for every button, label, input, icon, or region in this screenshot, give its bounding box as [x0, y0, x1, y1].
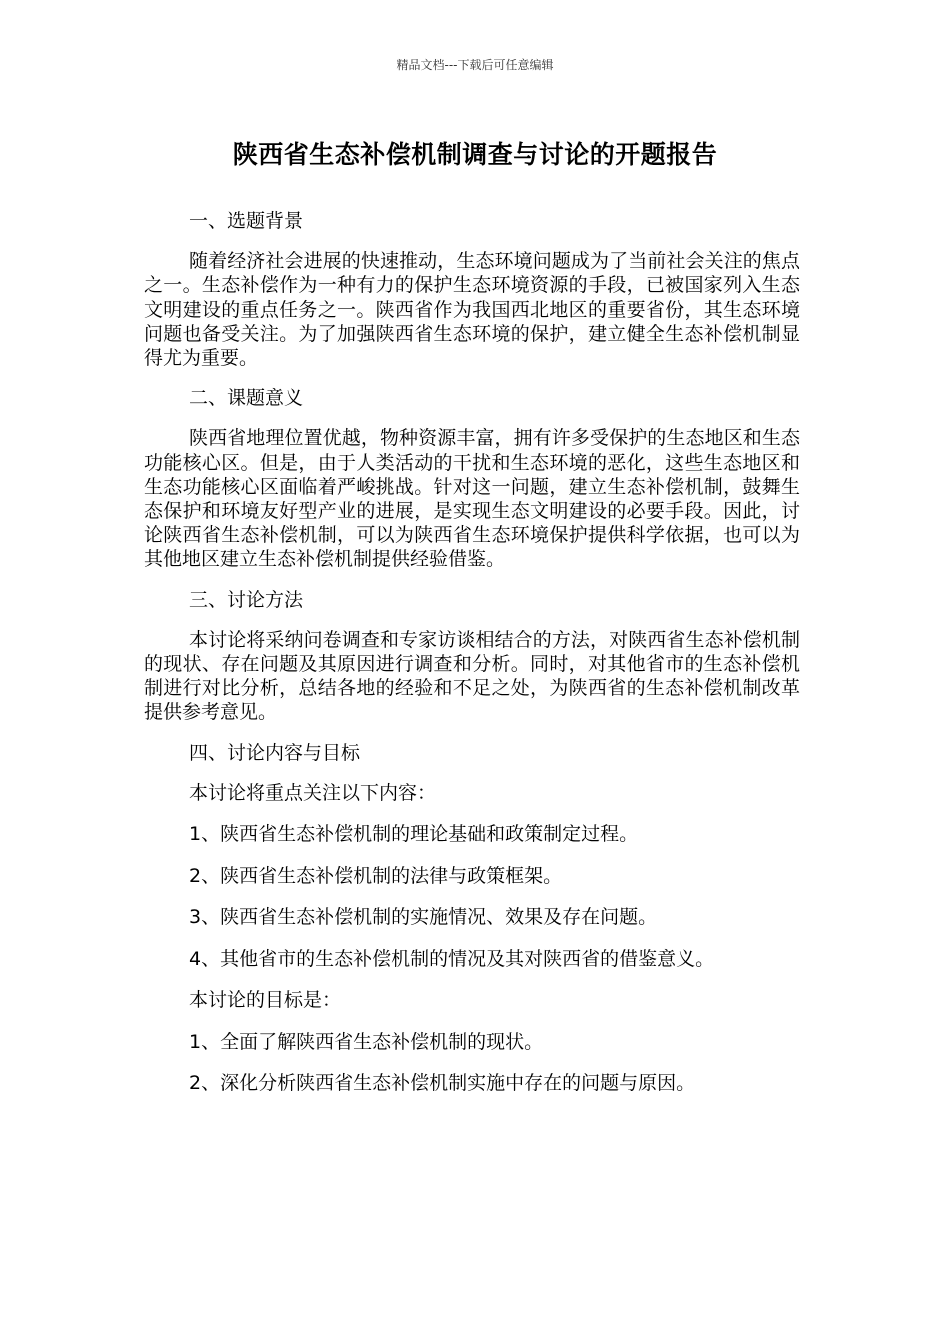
header-note: 精品文档---下载后可任意编辑 — [396, 58, 554, 72]
section-heading-background: 一、选题背景 — [189, 210, 304, 232]
content-list-item: 1、陕西省生态补偿机制的理论基础和政策制定过程。 — [189, 823, 639, 846]
section-paragraph-significance: 陕西省地理位置优越，物种资源丰富，拥有许多受保护的生态地区和生态功能核心区。但是，由于人类活动的干扰和生态环境的恶化，这些生态地区和生态功能核心区面临着严峻挑战。针对这一问题，建立生态补偿机制，鼓舞生态保护和环境友好型产业的进展，是实现生态文明建设的必要手段。因此，讨论陕西省生态补偿机制，可以为陕西省生态环境保护提供科学依据，也可以为其他地区建立生态补偿机制提供经验借鉴。 — [144, 427, 800, 571]
goal-intro: 本讨论的目标是： — [189, 989, 342, 1012]
section-heading-significance: 二、课题意义 — [189, 387, 304, 410]
content-list-item: 4、其他省市的生态补偿机制的情况及其对陕西省的借鉴意义。 — [189, 947, 715, 970]
section-heading-method: 三、讨论方法 — [189, 588, 304, 611]
content-intro: 本讨论将重点关注以下内容： — [189, 781, 437, 804]
document-title: 陕西省生态补偿机制调查与讨论的开题报告 — [232, 140, 718, 169]
content-list-item: 2、陕西省生态补偿机制的法律与政策框架。 — [189, 864, 563, 887]
document-body — [144, 209, 800, 1113]
content-list-item: 3、陕西省生态补偿机制的实施情况、效果及存在问题。 — [189, 906, 658, 929]
goal-list-item: 1、全面了解陕西省生态补偿机制的现状。 — [189, 1030, 544, 1053]
goal-list-item: 2、深化分析陕西省生态补偿机制实施中存在的问题与原因。 — [189, 1072, 696, 1095]
section-paragraph-background: 随着经济社会进展的快速推动，生态环境问题成为了当前社会关注的焦点之一。生态补偿作为一种有力的保护生态环境资源的手段，已被国家列入生态文明建设的重点任务之一。陕西省作为我国西北地区的重要省份，其生态环境问题也备受关注。为了加强陕西省生态环境的保护，建立健全生态补偿机制显得尤为重要。 — [144, 250, 800, 370]
section-heading-content: 四、讨论内容与目标 — [189, 741, 361, 764]
section-paragraph-method: 本讨论将采纳问卷调查和专家访谈相结合的方法，对陕西省生态补偿机制的现状、存在问题及其原因进行调查和分析。同时，对其他省市的生态补偿机制进行对比分析，总结各地的经验和不足之处，为陕西省的生态补偿机制改革提供参考意见。 — [144, 628, 800, 724]
